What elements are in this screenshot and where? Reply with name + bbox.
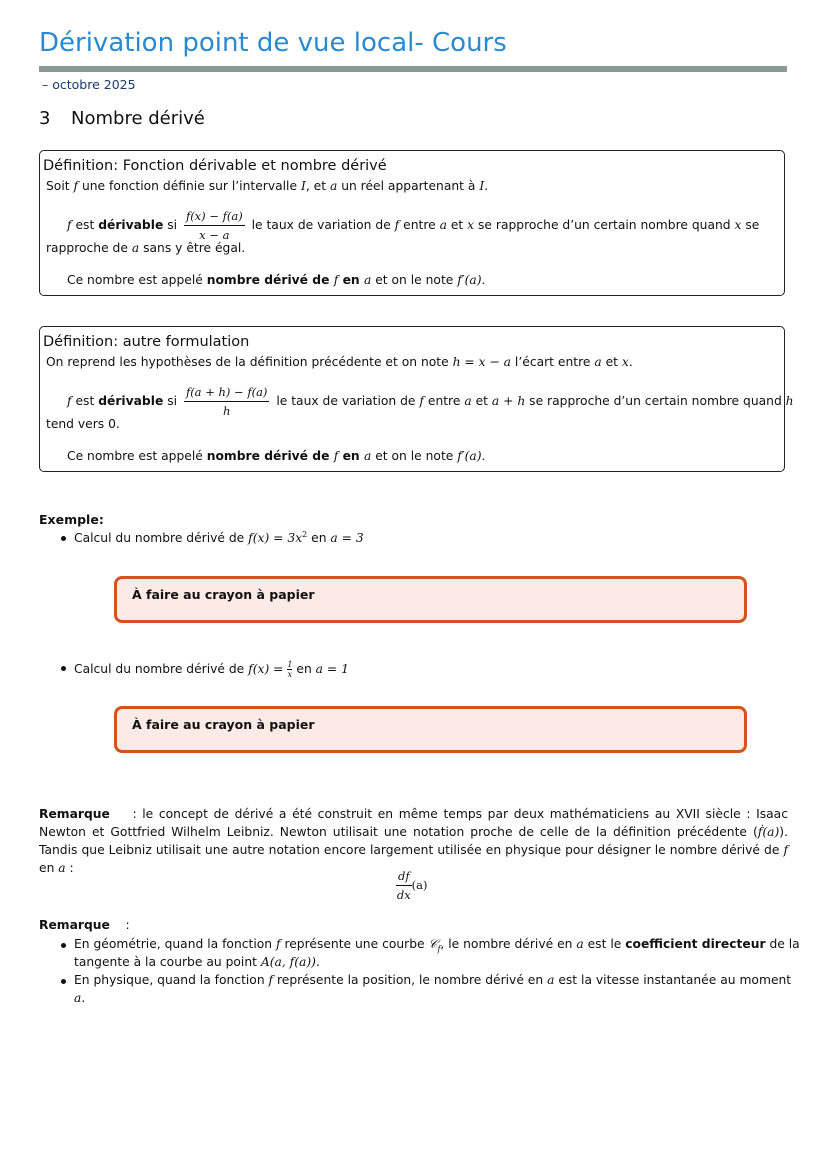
definition-line: On reprend les hypothèses de la définition précédente et on note h = x − a l’écart entre a et x. bbox=[46, 355, 633, 369]
section-heading bbox=[39, 108, 205, 129]
definition-line: Ce nombre est appelé nombre dérivé de f en a et on le note f′(a). bbox=[67, 449, 486, 463]
pencil-exercise-box bbox=[114, 576, 747, 623]
list-item: En physique, quand la fonction f représente la position, le nombre dérivé en a est la vitesse instantanée au moment bbox=[74, 973, 791, 987]
definition-line: f est dérivable si $\frac{f(a + h) - f(a)}{h}$ le taux de variation de f entre a et a + h se rapproche d’un certain nombre quand h bbox=[67, 385, 794, 418]
remark-paragraph: Remarque : le concept de dérivé a été construit en même temps par deux mathématiciens au XVII siècle : Isaac Newton et Gottfried Wilhelm Leibniz. Newton utilisait une notation proche de celle de la définition précédente (ḟ(a)). Tandis que Leibniz utilisait une autre notation encore largement utilisée en physique pour désigner le nombre dérivé de f en a : bbox=[39, 807, 788, 875]
definition-line: Soit f une fonction définie sur l’intervalle I, et a un réel appartenant à I. bbox=[46, 179, 489, 193]
bullet-icon bbox=[61, 979, 66, 984]
section-title: Nombre dérivé bbox=[71, 108, 205, 129]
bullet-icon bbox=[61, 943, 66, 948]
definition-box-1 bbox=[39, 150, 785, 296]
bullet-icon bbox=[61, 536, 66, 541]
leibniz-notation: $\frac{df}{dx}$ (a) bbox=[396, 869, 428, 902]
pencil-exercise-box bbox=[114, 706, 747, 753]
list-item-continuation: tangente à la courbe au point A(a, f(a)). bbox=[74, 955, 320, 969]
definition-line: rapproche de a sans y être égal. bbox=[46, 241, 246, 255]
pencil-box-label: À faire au crayon à papier bbox=[132, 587, 315, 602]
document-date: – octobre 2025 bbox=[42, 77, 136, 92]
title-rule bbox=[39, 66, 787, 72]
pencil-box-label: À faire au crayon à papier bbox=[132, 717, 315, 732]
definition-title: Définition: Fonction dérivable et nombre dérivé bbox=[43, 158, 387, 174]
list-item: Calcul du nombre dérivé de f(x) = $\frac{1}{x}$ en a = 1 bbox=[74, 660, 349, 679]
definition-title: Définition: autre formulation bbox=[43, 334, 250, 350]
definition-line: tend vers 0. bbox=[46, 417, 120, 431]
rate-fraction: $\frac{f(a + h) - f(a)}{h}$ bbox=[185, 385, 268, 418]
list-item: En géométrie, quand la fonction f représente une courbe 𝒞$_f$, le nombre dérivé en a est le coefficient directeur de la bbox=[74, 937, 800, 953]
rate-fraction: $\frac{f(x) - f(a)}{x - a}$ bbox=[185, 209, 243, 242]
definition-line: Ce nombre est appelé nombre dérivé de f en a et on le note f′(a). bbox=[67, 273, 486, 287]
remark-heading: Remarque : bbox=[39, 918, 130, 932]
inverse-fraction: $\frac{1}{x}$ bbox=[287, 660, 293, 679]
list-item-continuation: a. bbox=[74, 991, 86, 1005]
remark-label: Remarque bbox=[39, 807, 110, 821]
definition-box-2 bbox=[39, 326, 794, 472]
bullet-icon bbox=[61, 666, 66, 671]
section-number: 3 bbox=[39, 108, 51, 129]
document-title: Dérivation point de vue local- Cours bbox=[39, 28, 507, 58]
example-label: Exemple: bbox=[39, 512, 104, 527]
definition-line: f est dérivable si $\frac{f(x) - f(a)}{x - a}$ le taux de variation de f entre a et x se rapproche d’un certain nombre quand x se bbox=[67, 209, 760, 242]
list-item: Calcul du nombre dérivé de $f(x) = 3x^2$ en a = 3 bbox=[74, 530, 364, 545]
